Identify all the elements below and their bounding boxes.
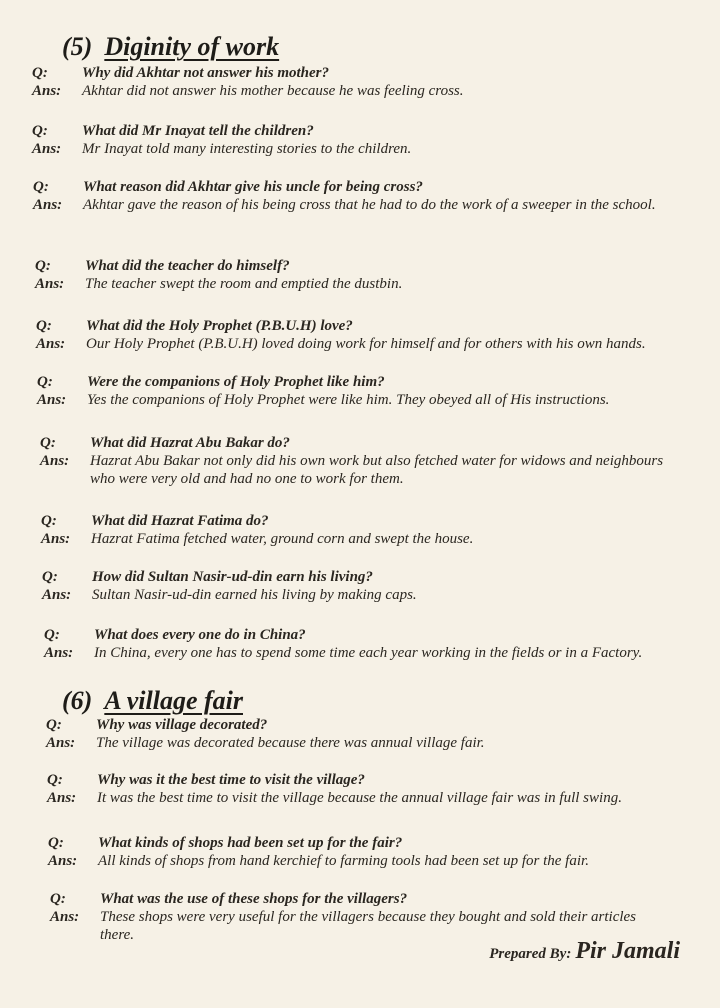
- author-name: Pir Jamali: [575, 938, 680, 964]
- question-label: Q:: [46, 717, 62, 733]
- question-label: Q:: [35, 258, 51, 274]
- answer-label: Ans:: [33, 197, 63, 213]
- answer-text: The village was decorated because there was annual village fair.: [96, 735, 485, 751]
- answer-text: These shops were very useful for the villagers because they bought and sold their articles there.: [100, 909, 637, 943]
- answer-label: Ans:: [42, 587, 72, 603]
- section-heading: [62, 686, 243, 716]
- qa-item: [36, 317, 676, 353]
- answer-label: Ans:: [47, 790, 77, 806]
- question-label: Q:: [40, 435, 56, 451]
- question-text: What did Mr Inayat tell the children?: [82, 123, 314, 139]
- qa-item: [44, 626, 664, 662]
- prepared-by-label: Prepared By:: [489, 946, 572, 962]
- answer-label: Ans:: [41, 531, 71, 547]
- answer-text: Akhtar did not answer his mother because he was feeling cross.: [82, 83, 464, 99]
- answer-label: Ans:: [36, 336, 66, 352]
- qa-item: [48, 834, 688, 870]
- qa-item: [46, 716, 686, 752]
- qa-item: [33, 178, 673, 214]
- qa-item: [32, 64, 672, 100]
- answer-label: Ans:: [40, 453, 70, 469]
- question-text: Were the companions of Holy Prophet like him?: [87, 374, 385, 390]
- section-number: (5): [62, 32, 93, 61]
- question-label: Q:: [37, 374, 53, 390]
- answer-text: Hazrat Abu Bakar not only did his own work but also fetched water for widows and neighbours who were very old and had no one to work for them.: [90, 453, 664, 487]
- question-text: What does every one do in China?: [94, 627, 306, 643]
- question-label: Q:: [47, 772, 63, 788]
- question-text: How did Sultan Nasir-ud-din earn his living?: [92, 569, 373, 585]
- question-text: What kinds of shops had been set up for the fair?: [98, 835, 403, 851]
- answer-text: Sultan Nasir-ud-din earned his living by making caps.: [92, 587, 417, 603]
- qa-item: [41, 512, 681, 548]
- answer-label: Ans:: [44, 645, 74, 661]
- question-text: What did Hazrat Fatima do?: [91, 513, 269, 529]
- question-label: Q:: [50, 891, 66, 907]
- answer-text: All kinds of shops from hand kerchief to farming tools had been set up for the fair.: [98, 853, 589, 869]
- question-label: Q:: [42, 569, 58, 585]
- answer-label: Ans:: [35, 276, 65, 292]
- qa-item: [35, 257, 675, 293]
- prepared-by-footer: [489, 938, 680, 965]
- answer-label: Ans:: [32, 141, 62, 157]
- answer-text: It was the best time to visit the village because the annual village fair was in full swing.: [97, 790, 622, 806]
- answer-text: Mr Inayat told many interesting stories to the children.: [82, 141, 412, 157]
- answer-text: In China, every one has to spend some time each year working in the fields or in a Factory.: [94, 645, 643, 661]
- answer-text: Akhtar gave the reason of his being cross that he had to do the work of a sweeper in the school.: [83, 197, 656, 213]
- answer-text: The teacher swept the room and emptied the dustbin.: [85, 276, 403, 292]
- section-title: Diginity of work: [104, 32, 280, 61]
- question-label: Q:: [44, 627, 60, 643]
- qa-item: [42, 568, 682, 604]
- section-heading: [62, 32, 279, 62]
- answer-label: Ans:: [37, 392, 67, 408]
- question-text: Why was village decorated?: [96, 717, 268, 733]
- question-label: Q:: [48, 835, 64, 851]
- qa-item: [37, 373, 687, 409]
- answer-text: Hazrat Fatima fetched water, ground corn and swept the house.: [91, 531, 474, 547]
- answer-label: Ans:: [32, 83, 62, 99]
- qa-item: [40, 434, 676, 488]
- question-label: Q:: [41, 513, 57, 529]
- section-title: A village fair: [104, 686, 243, 715]
- qa-item: [32, 122, 672, 158]
- question-label: Q:: [32, 65, 48, 81]
- qa-item: [50, 890, 670, 944]
- question-text: What did Hazrat Abu Bakar do?: [90, 435, 290, 451]
- question-text: What did the teacher do himself?: [85, 258, 290, 274]
- question-text: Why was it the best time to visit the village?: [97, 772, 365, 788]
- answer-label: Ans:: [46, 735, 76, 751]
- answer-label: Ans:: [50, 909, 80, 925]
- question-label: Q:: [32, 123, 48, 139]
- answer-text: Yes the companions of Holy Prophet were like him. They obeyed all of His instructions.: [87, 392, 610, 408]
- answer-label: Ans:: [48, 853, 78, 869]
- section-number: (6): [62, 686, 93, 715]
- question-label: Q:: [33, 179, 49, 195]
- question-label: Q:: [36, 318, 52, 334]
- question-text: What did the Holy Prophet (P.B.U.H) love?: [86, 318, 353, 334]
- qa-item: [47, 771, 657, 807]
- question-text: Why did Akhtar not answer his mother?: [82, 65, 330, 81]
- question-text: What was the use of these shops for the villagers?: [100, 891, 408, 907]
- answer-text: Our Holy Prophet (P.B.U.H) loved doing work for himself and for others with his own hands.: [86, 336, 646, 352]
- question-text: What reason did Akhtar give his uncle for being cross?: [83, 179, 423, 195]
